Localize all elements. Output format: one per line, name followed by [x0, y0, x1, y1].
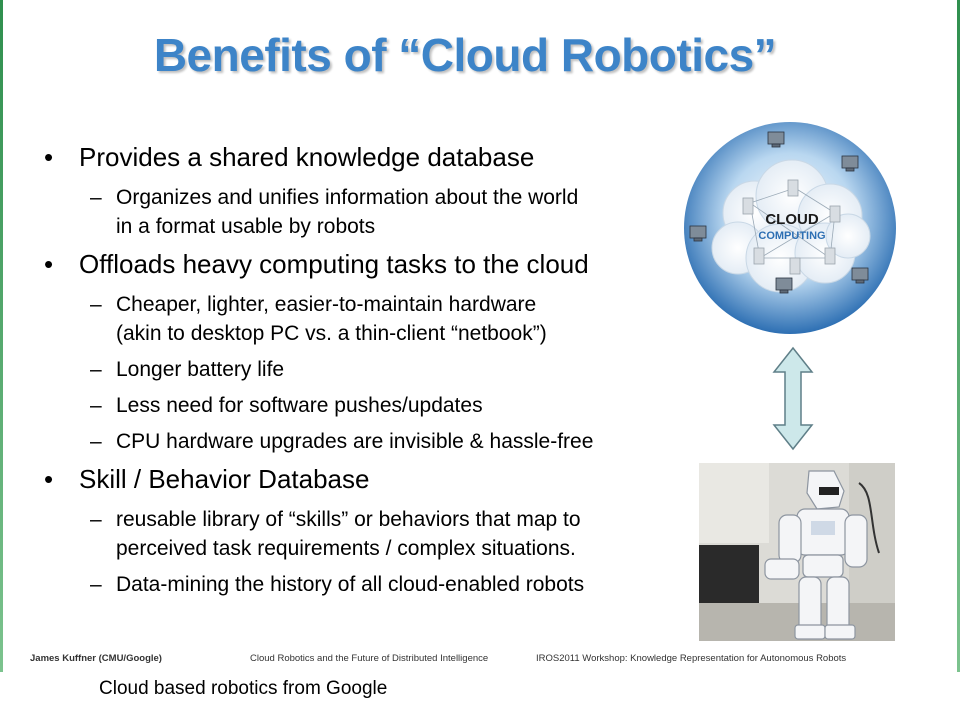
dash-marker: –	[90, 508, 102, 531]
sub-bullet-line: Longer battery life	[116, 358, 285, 381]
sub-bullet-line: reusable library of “skills” or behaviors that map to	[116, 508, 581, 531]
sub-bullet	[44, 570, 694, 599]
dash-marker: –	[90, 430, 102, 453]
humanoid-robot-photo	[699, 463, 895, 641]
slide-left-border	[0, 0, 3, 672]
sub-bullet-line: Data-mining the history of all cloud-enabled robots	[116, 573, 585, 596]
double-arrow-icon	[772, 346, 814, 451]
sub-bullet	[44, 505, 694, 563]
sub-bullet	[44, 355, 694, 384]
slide-title: Benefits of “Cloud Robotics”	[153, 29, 777, 81]
dash-marker: –	[90, 394, 102, 417]
sub-bullet-line: perceived task requirements / complex situations.	[116, 537, 576, 560]
sub-bullet	[44, 391, 694, 420]
footer-talk-title: Cloud Robotics and the Future of Distributed Intelligence	[250, 653, 489, 664]
sub-bullet-line: Cheaper, lighter, easier-to-maintain hardware	[116, 293, 537, 316]
dash-marker: –	[90, 293, 102, 316]
sub-bullet	[44, 427, 694, 456]
sub-bullet-line: Organizes and unifies information about the world	[116, 186, 579, 209]
dash-marker: –	[90, 358, 102, 381]
footer-venue: IROS2011 Workshop: Knowledge Representation for Autonomous Robots	[536, 653, 847, 664]
sub-bullet	[44, 290, 694, 348]
footer-author: James Kuffner (CMU/Google)	[30, 653, 162, 664]
image-caption: Cloud based robotics from Google	[99, 678, 388, 699]
bullet-list	[44, 141, 694, 606]
cloud-label-line1: CLOUD	[765, 211, 819, 228]
sub-bullet-line: (akin to desktop PC vs. a thin-client “netbook”)	[116, 322, 547, 345]
bullet-offloads-computing: • Offloads heavy computing tasks to the cloud	[44, 248, 694, 280]
cloud-computing-illustration	[680, 118, 900, 338]
cloud-label-line2: COMPUTING	[758, 230, 826, 242]
sub-bullet-line: in a format usable by robots	[116, 215, 376, 238]
bullet-skill-database: • Skill / Behavior Database	[44, 463, 694, 495]
dash-marker: –	[90, 186, 102, 209]
bullet-shared-knowledge: • Provides a shared knowledge database	[44, 141, 694, 173]
slide-footer	[0, 653, 960, 673]
dash-marker: –	[90, 573, 102, 596]
sub-bullet	[44, 183, 694, 241]
sub-bullet-line: Less need for software pushes/updates	[116, 394, 483, 417]
sub-bullet-line: CPU hardware upgrades are invisible & hassle-free	[116, 430, 594, 453]
